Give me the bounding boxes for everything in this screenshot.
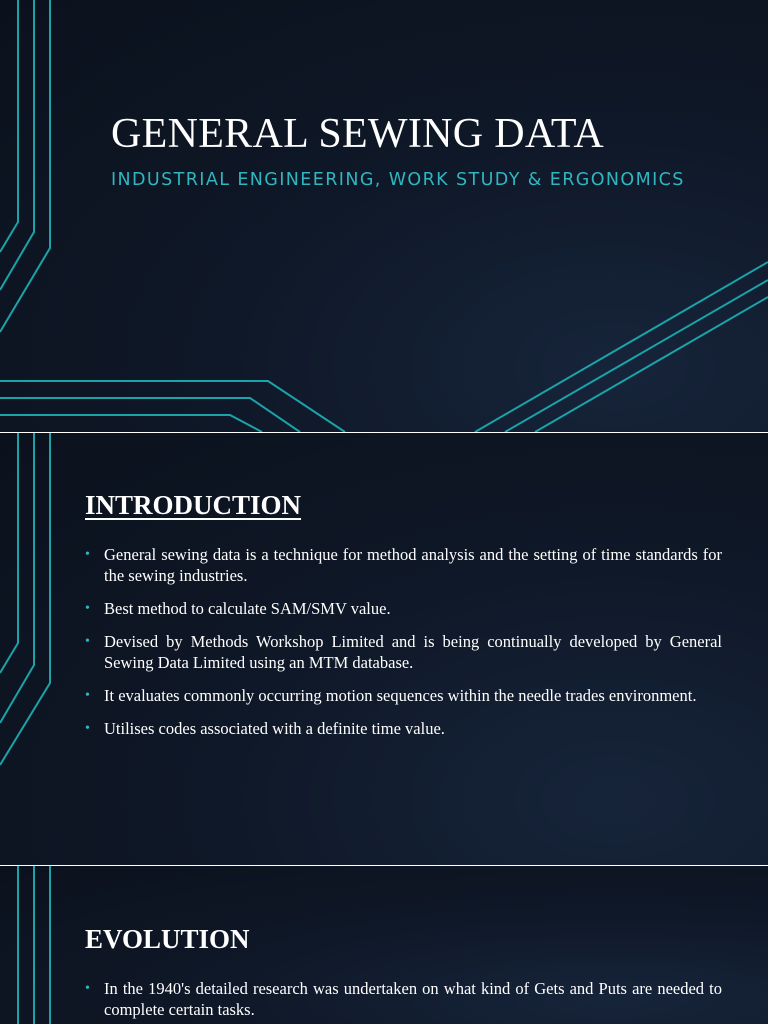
bullet-icon: • bbox=[85, 547, 90, 562]
bullet-list bbox=[85, 544, 722, 751]
title-slide bbox=[0, 0, 768, 432]
list-item: • Best method to calculate SAM/SMV value. bbox=[85, 599, 391, 618]
introduction-slide bbox=[0, 433, 768, 865]
bullet-icon: • bbox=[85, 721, 90, 736]
evolution-slide bbox=[0, 866, 768, 1024]
section-heading: INTRODUCTION bbox=[85, 490, 302, 520]
section-heading: EVOLUTION bbox=[85, 924, 250, 954]
circuit-lines-decoration bbox=[0, 0, 768, 432]
bullet-icon: • bbox=[85, 981, 90, 996]
list-item: • In the 1940's detailed research was undertaken on what kind of Gets and Puts are needed to complete certain tasks. bbox=[85, 979, 722, 1019]
list-item: • Utilises codes associated with a definite time value. bbox=[85, 719, 445, 738]
slide-subtitle: INDUSTRIAL ENGINEERING, WORK STUDY & ERGONOMICS bbox=[111, 170, 685, 190]
bullet-list bbox=[85, 978, 722, 1024]
bullet-icon: • bbox=[85, 634, 90, 649]
list-item: • General sewing data is a technique for method analysis and the setting of time standards for the sewing industries. bbox=[85, 545, 722, 585]
list-item: • It evaluates commonly occurring motion sequences within the needle trades environment. bbox=[85, 686, 697, 705]
bullet-icon: • bbox=[85, 601, 90, 616]
list-item: • Devised by Methods Workshop Limited and is being continually developed by General Sewing Data Limited using an MTM database. bbox=[85, 632, 722, 672]
slide-title: GENERAL SEWING DATA bbox=[111, 111, 605, 157]
bullet-icon: • bbox=[85, 688, 90, 703]
